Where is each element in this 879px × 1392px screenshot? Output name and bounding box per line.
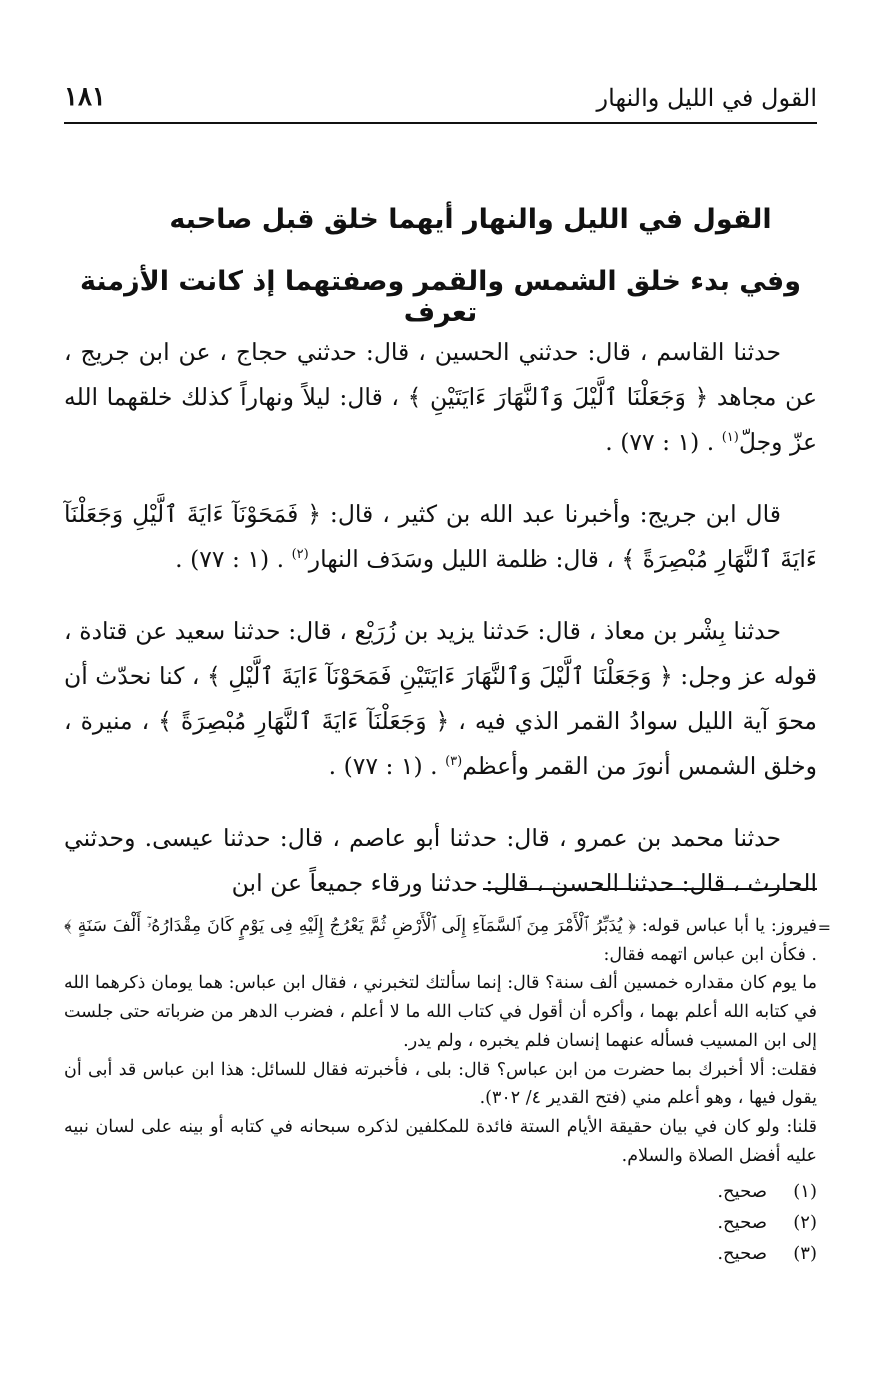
footnote-item <box>64 1238 817 1269</box>
footnote-number: (٣) <box>793 1243 817 1265</box>
paragraph-text: حدثنا بِشْر بن معاذ ، قال: حَدثنا يزيد بن زُرَيْع ، قال: حدثنا سعيد عن قتادة ، قوله عز وجل: ﴿ وَجَعَلْنَا ٱلَّيْلَ وَٱلنَّهَارَ ءَايَتَيْنِ فَمَحَوْنَآ ءَايَةَ ٱلَّيْلِ ﴾ ، كنا نحدّث أن محوَ آية الليل سوادُ القمر الذي فيه ، ﴿ وَجَعَلْنَآ ءَايَةَ ٱلنَّهَارِ مُبْصِرَةً ﴾ ، منيرة ، وخلق الشمس أنورَ من القمر وأعظم <box>64 617 817 780</box>
page-number: ١٨١ <box>64 82 106 112</box>
footnote-note: صحيح. <box>717 1243 767 1265</box>
running-title: القول في الليل والنهار <box>596 84 817 112</box>
chapter-title-line-1: القول في الليل والنهار أيهما خلق قبل صاحبه <box>169 204 772 235</box>
footnote-text: فقلت: ألا أخبرك بما حضرت من ابن عباس؟ قال: بلى ، فأخبرته فقال للسائل: هذا ابن عباس قد أبى أن يقول فيها ، وهو أعلم مني (فتح القدير ٤/ ٣٠٢). <box>64 1059 817 1109</box>
footnote-ref[interactable]: (٢) <box>291 547 309 563</box>
chapter-title-line-2: وفي بدء خلق الشمس والقمر وصفتهما إذ كانت الأزمنة تعرف <box>79 266 802 328</box>
paragraph-text: قال ابن جريج: وأخبرنا عبد الله بن كثير ، قال: ﴿ فَمَحَوْنَآ ءَايَةَ ٱلَّيْلِ وَجَعَلْنَآ ءَايَةَ ٱلنَّهَارِ مُبْصِرَةً ﴾ ، قال: ظلمة الليل وسَدَف النهار <box>64 500 817 573</box>
footnote-number: (٢) <box>793 1212 817 1234</box>
footnote-number: (١) <box>793 1181 817 1203</box>
footnote-note: صحيح. <box>717 1212 767 1234</box>
footnote-ref[interactable]: (١) <box>721 430 739 446</box>
paragraph-text: حدثنا القاسم ، قال: حدثني الحسين ، قال: حدثني حجاج ، عن ابن جريج ، عن مجاهد ﴿ وَجَعَلْنَا ٱلَّيْلَ وَٱلنَّهَارَ ءَايَتَيْنِ ﴾ ، قال: ليلاً ونهاراً كذلك خلقهما الله عزّ وجلّ <box>64 338 817 456</box>
citation: . (١ : ٧٧) . <box>175 545 285 573</box>
footnote-text: فيروز: يا أبا عباس قوله: ﴿ يُدَبِّرُ ٱلْأَمْرَ مِنَ ٱلسَّمَآءِ إِلَى ٱلْأَرْضِ ثُمَّ يَعْرُجُ إِلَيْهِ فِى يَوْمٍ كَانَ مِقْدَارُهُۥٓ أَلْفَ سَنَةٍ ﴾ . فكأن ابن عباس اتهمه فقال: <box>64 916 817 965</box>
paragraph-text: حدثنا محمد بن عمرو ، قال: حدثنا أبو عاصم ، قال: حدثنا عيسى. وحدثني الحارث ، قال: حدثنا الحسن ، قال: حدثنا ورقاء جميعاً عن ابن <box>64 824 817 897</box>
footnote-list <box>64 1176 817 1269</box>
paragraph <box>64 330 817 465</box>
footnote-continuation-mark: = <box>817 918 831 937</box>
paragraph <box>64 609 817 789</box>
citation: . (١ : ٧٧) . <box>328 752 438 780</box>
footnote-item <box>64 1176 817 1207</box>
footnote-ref[interactable]: (٣) <box>445 754 463 770</box>
paragraph <box>64 816 817 906</box>
footnote-text: ما يوم كان مقداره خمسين ألف سنة؟ قال: إنما سألتك لتخبرني ، فقال ابن عباس: هما يومان ذكرهما الله في كتابه الله أعلم بهما ، وأكره أن أقول في كتاب الله ما لا أعلم ، فضرب الدهر من ضرباته حتى جلست إلى ابن المسيب فسأله عنهما إنسان فلم يخبره ، ولم يدر. <box>64 973 817 1051</box>
footnote-divider <box>483 888 817 890</box>
main-text <box>64 330 817 906</box>
citation: . (١ : ٧٧) . <box>605 428 715 456</box>
footnote-note: صحيح. <box>717 1181 767 1203</box>
footnote-text: قلنا: ولو كان في بيان حقيقة الأيام الستة فائدة للمكلفين لذكره سبحانه في كتابه أو بينه على لسان نبيه عليه أفضل الصلاة والسلام. <box>64 1116 817 1166</box>
running-header <box>64 80 817 124</box>
footnotes-section <box>64 912 817 1269</box>
paragraph <box>64 492 817 582</box>
footnote-item <box>64 1207 817 1238</box>
